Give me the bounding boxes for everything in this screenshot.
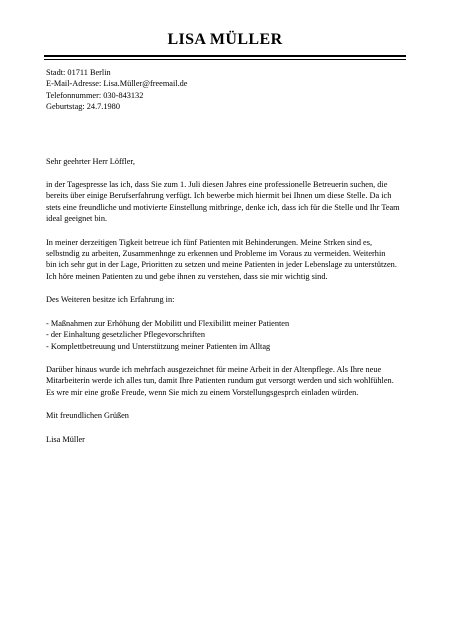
- paragraph-line: Darüber hinaus wurde ich mehrfach ausgezeichnet für meine Arbeit in der Altenpflege. Als Ihre neue: [46, 364, 382, 374]
- contact-block: [46, 67, 406, 113]
- paragraph-line: in der Tagespresse las ich, dass Sie zum 1. Juli diesen Jahres eine professionelle Betreuerin suchen, die: [46, 180, 388, 190]
- skill-item: - Komplettbetreuung und Unterstützung meiner Patienten im Alltag: [46, 341, 271, 351]
- applicant-name-heading: LISA MÜLLER: [167, 31, 283, 48]
- salutation: Sehr geehrter Herr Löffler,: [46, 156, 135, 166]
- paragraph-line: Ich höre meinen Patienten zu und gebe ihnen zu verstehen, dass sie mir wichtig sind.: [46, 271, 328, 281]
- contact-birthday: Geburtstag: 24.7.1980: [46, 102, 120, 112]
- paragraph-current-role: [46, 237, 406, 283]
- skills-list: [46, 318, 406, 352]
- contact-phone: Telefonnummer: 030-843132: [46, 90, 144, 100]
- skill-item: - Maßnahmen zur Erhöhung der Mobilitt und Flexibilitt meiner Patienten: [46, 318, 290, 328]
- header-rule-thin: [44, 59, 406, 60]
- skill-item: - der Einhaltung gesetzlicher Pflegevorschriften: [46, 330, 205, 340]
- experience-intro: Des Weiteren besitze ich Erfahrung in:: [46, 295, 175, 305]
- paragraph-line: selbstndig zu arbeiten, Zusammenhnge zu erkennen und Probleme im Voraus zu vermeiden. Weiterhin: [46, 249, 386, 259]
- signature: Lisa Müller: [46, 434, 85, 444]
- paragraph-motivation: [46, 364, 406, 398]
- paragraph-line: Mitarbeiterin werde ich alles tun, damit Ihre Patienten rundum gut versorgt werden und sich wohlfühlen.: [46, 376, 394, 386]
- header-rule-thick: [44, 55, 406, 57]
- contact-email: E-Mail-Adresse: Lisa.Müller@freemail.de: [46, 79, 188, 89]
- paragraph-line: Es wre mir eine große Freude, wenn Sie mich zu einem Vorstellungsgesprch einladen würden.: [46, 387, 359, 397]
- paragraph-line: In meiner derzeitigen Tigkeit betreue ich fünf Patienten mit Behinderungen. Meine Strken sind es,: [46, 237, 373, 247]
- paragraph-line: stets eine freundliche und motivierte Einstellung mitbringe, denke ich, dass ich für die Stelle und Ihr Team: [46, 202, 400, 212]
- paragraph-line: ideal geeignet bin.: [46, 214, 108, 224]
- paragraph-line: bereits über einige Berufserfahrung verfügt. Ich bewerbe mich hiermit bei Ihnen um diese Stelle. Da ich: [46, 191, 392, 201]
- letter-body: [46, 67, 406, 445]
- contact-city: Stadt: 01711 Berlin: [46, 68, 111, 77]
- paragraph-intro: [46, 179, 406, 225]
- paragraph-line: bin ich sehr gut in der Lage, Prioritten zu setzen und meine Patienten in jeder Lebenslage zu unterstützen.: [46, 260, 397, 270]
- closing: Mit freundlichen Grüßen: [46, 411, 129, 421]
